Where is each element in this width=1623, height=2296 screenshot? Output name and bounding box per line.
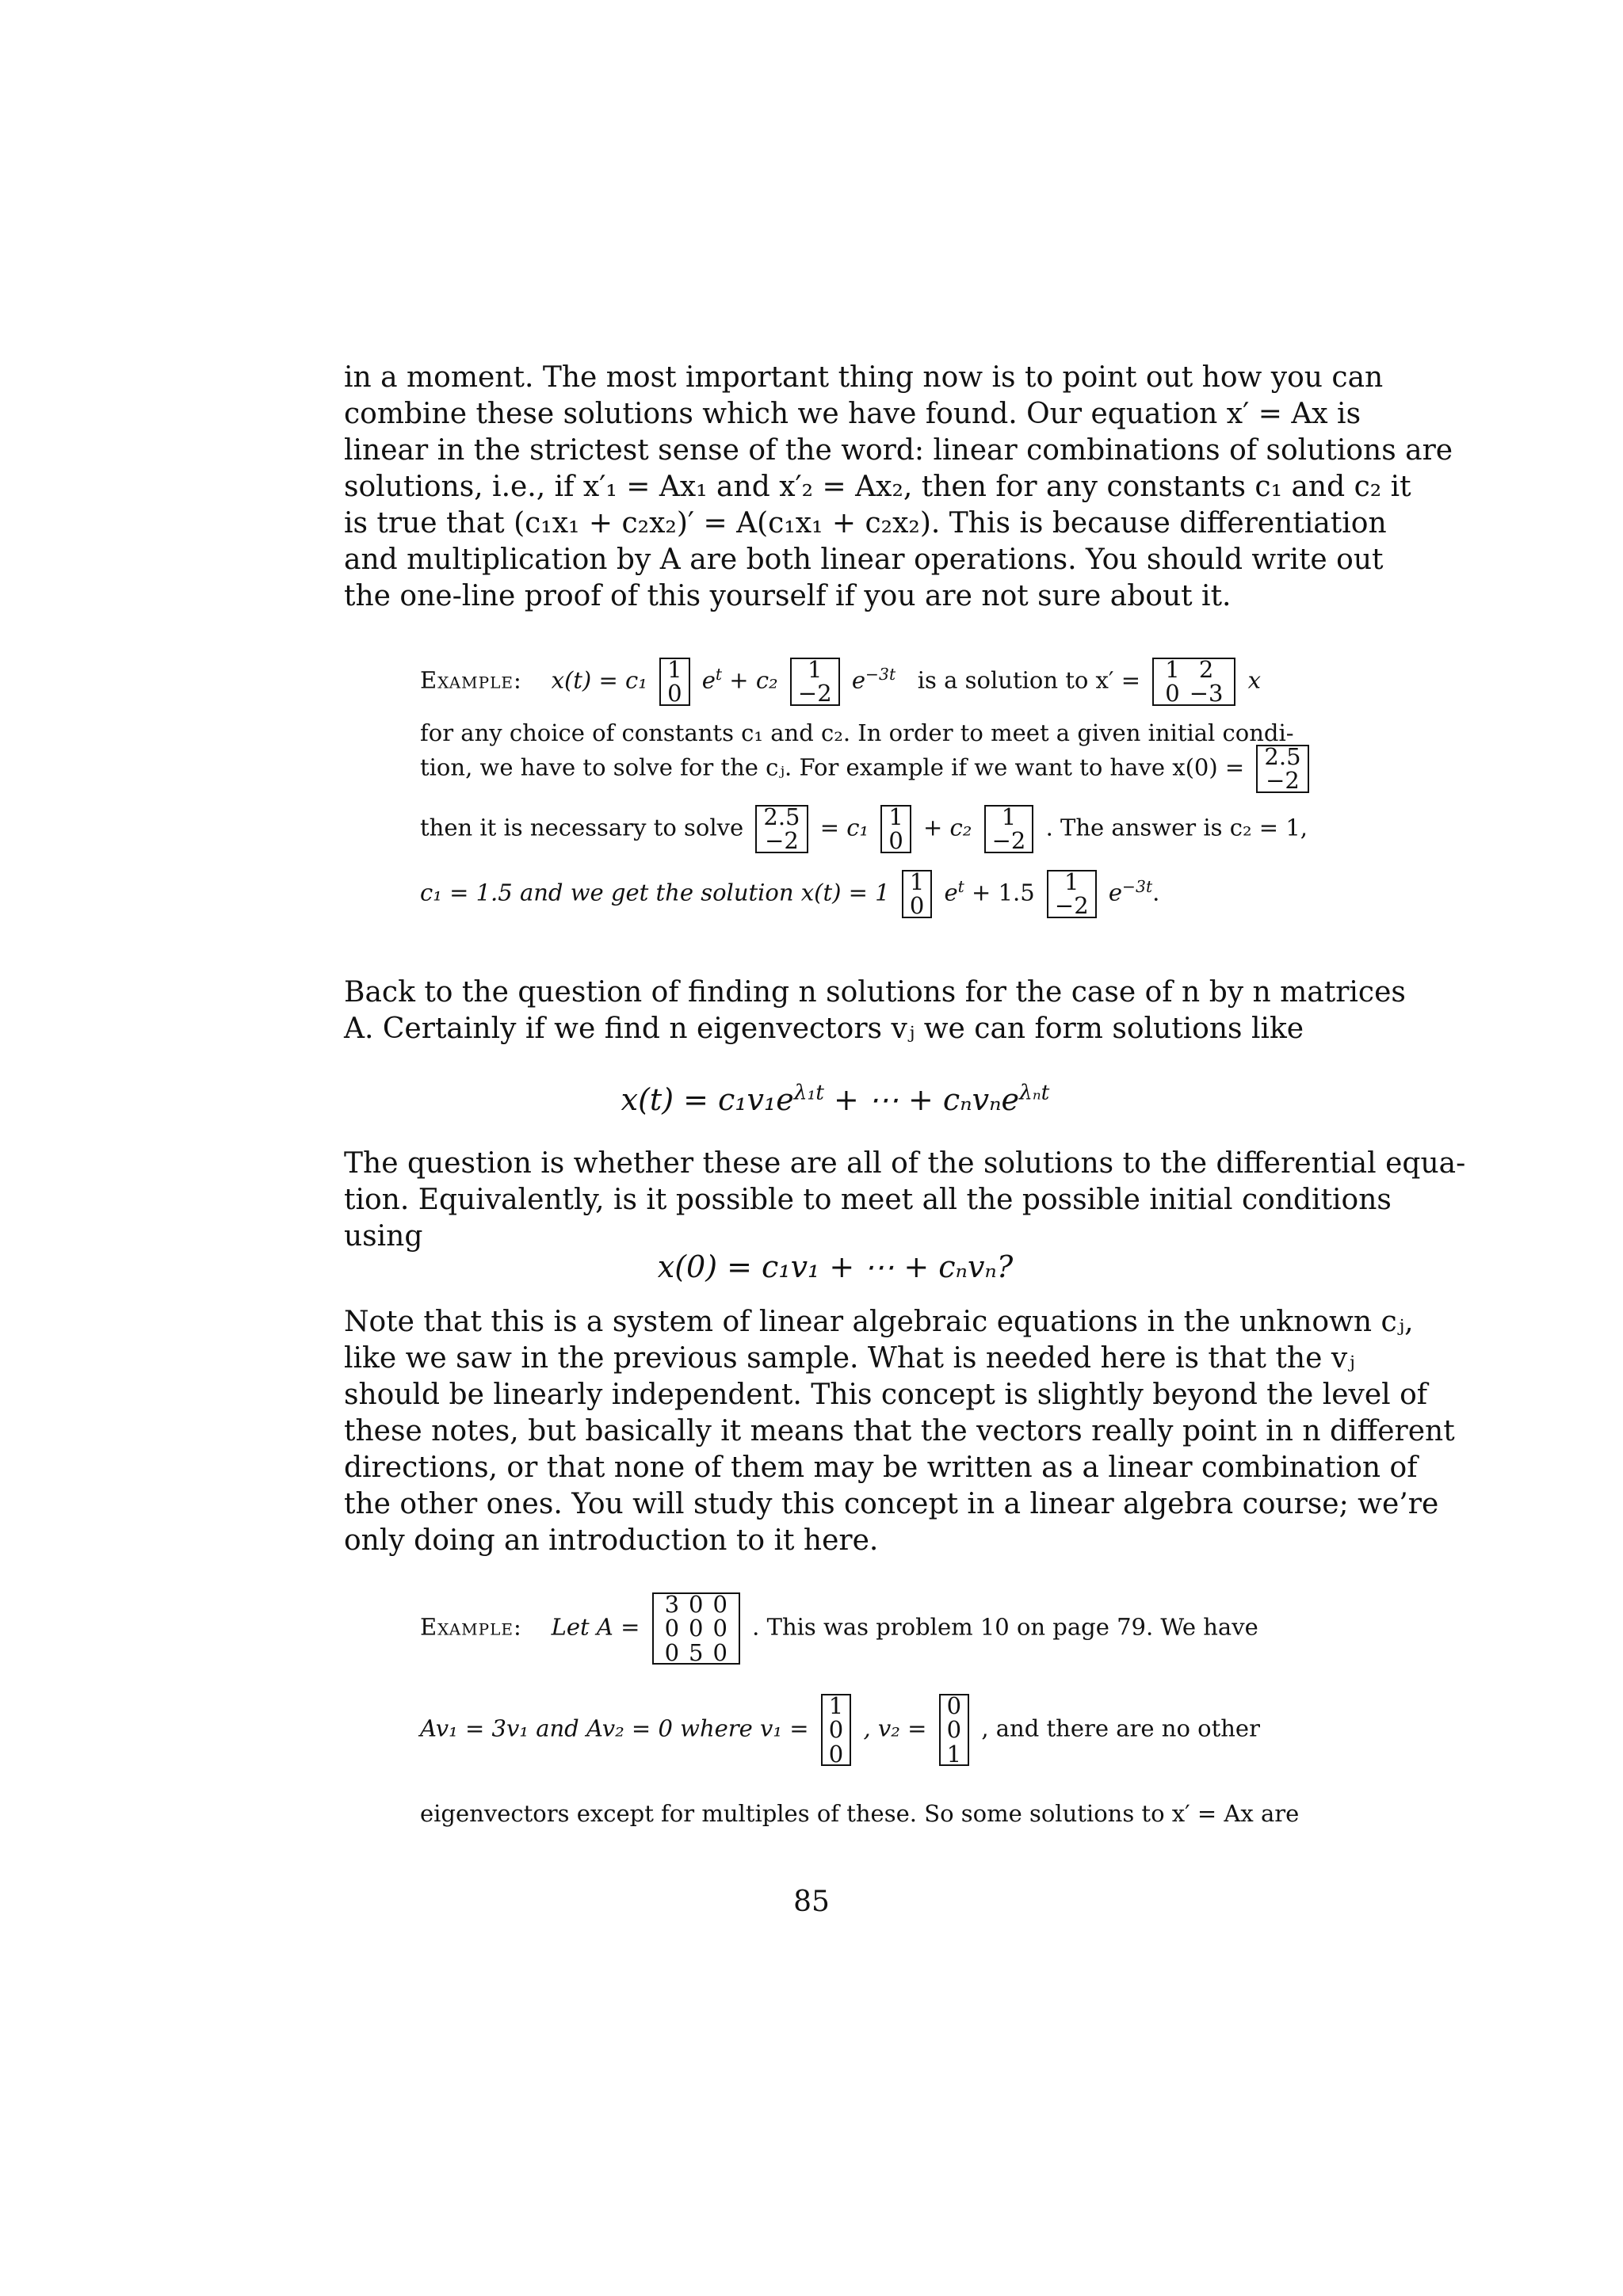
paragraph-4-line: the other ones. You will study this concept in a linear algebra course; we’re — [344, 1488, 1439, 1520]
exponent: −3t — [1122, 876, 1153, 896]
vector-entry: 1 — [888, 803, 903, 830]
example-1-line-2: for any choice of constants c₁ and c₂. In order to meet a given initial condi- — [420, 719, 1294, 746]
vector-entry: 1 — [808, 656, 823, 683]
vector-entry: −2 — [1054, 892, 1089, 920]
matrix-entry: 0 — [712, 1591, 727, 1618]
paragraph-1-line: solutions, i.e., if x′₁ = Ax₁ and x′₂ = Ax₂, then for any constants c₁ and c₂ it — [344, 471, 1411, 503]
paragraph-4-line: Note that this is a system of linear algebraic equations in the unknown cⱼ, — [344, 1306, 1414, 1338]
math-text: . This was problem 10 on page 79. We have — [752, 1613, 1258, 1641]
vector-entry: 2.5 — [1264, 743, 1301, 770]
matrix-a-3x3 — [652, 1592, 740, 1665]
math-text: . The answer is c₂ = 1, — [1045, 814, 1308, 841]
vector-1-m2 — [1047, 870, 1097, 918]
math-text: e — [944, 879, 958, 906]
math-text: + c₂ — [729, 666, 778, 694]
vector-1-0 — [902, 870, 932, 918]
paragraph-1-line: and multiplication by A are both linear operations. You should write out — [344, 543, 1384, 576]
matrix-entry: 0 — [664, 1638, 680, 1666]
vector-entry: 1 — [828, 1692, 844, 1719]
matrix-entry: 5 — [689, 1638, 704, 1666]
display-equation-2: x(0) = c₁v₁ + ⋯ + cₙvₙ? — [657, 1249, 1014, 1284]
exponent: λ₁t — [793, 1080, 824, 1104]
paragraph-3 — [344, 1146, 1466, 1255]
vector-entry: 0 — [946, 1692, 962, 1719]
math-text: , and there are no other — [981, 1714, 1260, 1742]
matrix-entry: 3 — [664, 1591, 680, 1618]
matrix-entry: 0 — [1165, 680, 1180, 707]
paragraph-2-line: Back to the question of finding n solutions for the case of n by n matrices — [344, 976, 1406, 1009]
matrix-entry: 1 — [1165, 656, 1180, 683]
paragraph-4 — [344, 1304, 1455, 1559]
math-text: Av₁ = 3v₁ and Av₂ = 0 where v₁ = — [420, 1714, 809, 1742]
paragraph-1 — [344, 360, 1453, 615]
vector-entry: 0 — [909, 892, 925, 920]
exponent: −3t — [865, 664, 896, 684]
vector-1-0 — [659, 658, 689, 706]
vector-1-m2 — [984, 805, 1034, 853]
paragraph-4-line: like we saw in the previous sample. What is needed here is that the vⱼ — [344, 1342, 1355, 1375]
vector-entry: 0 — [888, 827, 903, 855]
paragraph-1-line: is true that (c₁x₁ + c₂x₂)′ = A(c₁x₁ + c₂x₂). This is because differentiation — [344, 507, 1387, 540]
example-1-line-5 — [420, 870, 1159, 918]
vector-25-m2 — [1256, 745, 1308, 793]
matrix-entry: 0 — [689, 1591, 704, 1618]
vector-entry: 1 — [1064, 868, 1079, 895]
vector-entry: −2 — [1266, 767, 1300, 795]
matrix-entry: 0 — [712, 1638, 727, 1666]
paragraph-1-line: in a moment. The most important thing now is to point out how you can — [344, 361, 1384, 394]
paragraph-1-line: the one-line proof of this yourself if you are not sure about it. — [344, 580, 1232, 612]
vector-25-m2 — [755, 805, 808, 853]
vector-entry: 0 — [828, 1716, 844, 1744]
paragraph-3-line: tion. Equivalently, is it possible to meet all the possible initial conditions — [344, 1184, 1392, 1216]
matrix-a — [1152, 658, 1235, 706]
matrix-entry: 0 — [664, 1615, 680, 1642]
paragraph-2 — [344, 974, 1406, 1047]
example-1-line-1 — [420, 658, 1261, 706]
vector-1-m2 — [790, 658, 840, 706]
math-text: x — [1247, 666, 1262, 694]
example-1-line-4 — [420, 805, 1308, 853]
matrix-entry: 2 — [1198, 656, 1214, 683]
math-text: . — [1152, 879, 1160, 906]
math-text: e — [1108, 879, 1123, 906]
paragraph-3-line: using — [344, 1220, 423, 1253]
example-1-line-3 — [420, 745, 1314, 793]
paragraph-4-line: should be linearly independent. This concept is slightly beyond the level of — [344, 1379, 1428, 1411]
display-equation-1 — [344, 1074, 1327, 1118]
paragraph-3-line: The question is whether these are all of the solutions to the differential equa- — [344, 1147, 1466, 1180]
vector-entry: −2 — [991, 827, 1026, 855]
math-text: c₁ = 1.5 and we get the solution x(t) = 1 — [420, 879, 890, 906]
vector-entry: 1 — [1001, 803, 1017, 830]
vector-entry: 0 — [828, 1740, 844, 1768]
example-label: Example: — [420, 1613, 522, 1641]
exponent: t — [715, 664, 723, 684]
math-text: + c₂ — [923, 814, 972, 841]
math-text: x(t) = c₁ — [551, 666, 647, 694]
vector-v2 — [939, 1694, 969, 1766]
math-text: is a solution to x′ = — [917, 666, 1141, 694]
math-text: = c₁ — [819, 814, 869, 841]
math-text: , v₂ = — [863, 1714, 927, 1742]
matrix-entry: 0 — [712, 1615, 727, 1642]
exponent: t — [957, 876, 964, 896]
example-2-line-3: eigenvectors except for multiples of these. So some solutions to x′ = Ax are — [420, 1800, 1300, 1827]
vector-v1 — [821, 1694, 851, 1766]
matrix-entry: 0 — [689, 1615, 704, 1642]
paragraph-4-line: these notes, but basically it means that the vectors really point in n different — [344, 1415, 1455, 1447]
math-text: Let A = — [551, 1613, 640, 1641]
matrix-entry: −3 — [1189, 680, 1224, 707]
example-2-line-2 — [420, 1694, 1260, 1766]
example-2-line-1 — [420, 1592, 1258, 1665]
vector-entry: −2 — [765, 827, 799, 855]
vector-entry: 0 — [667, 680, 682, 707]
example-2 — [420, 1591, 1300, 1830]
paragraph-4-line: only doing an introduction to it here. — [344, 1524, 879, 1557]
paragraph-1-line: linear in the strictest sense of the word: linear combinations of solutions are — [344, 434, 1453, 467]
vector-entry: 1 — [946, 1740, 962, 1768]
vector-entry: 0 — [946, 1716, 962, 1744]
vector-1-0 — [880, 805, 911, 853]
math-text: + 1.5 — [972, 879, 1035, 906]
example-1 — [420, 656, 1308, 959]
paragraph-4-line: directions, or that none of them may be written as a linear combination of — [344, 1451, 1418, 1484]
vector-entry: 2.5 — [763, 803, 800, 830]
page-number: 85 — [793, 1886, 830, 1918]
display-equation-1-text: $x(t) = c_1v_1e^{\lambda_1t}$ + ⋯ + cₙvₙe$^{\lambda_nt}$ — [621, 1080, 1050, 1117]
vector-entry: −2 — [797, 680, 832, 707]
vector-entry: 1 — [909, 868, 925, 895]
math-text: then it is necessary to solve — [420, 814, 744, 841]
paragraph-2-line: A. Certainly if we find n eigenvectors vⱼ we can form solutions like — [344, 1013, 1304, 1045]
paragraph-1-line: combine these solutions which we have found. Our equation x′ = Ax is — [344, 398, 1361, 430]
math-text: e — [701, 666, 716, 694]
exponent: λₙt — [1018, 1080, 1050, 1104]
math-text: tion, we have to solve for the cⱼ. For example if we want to have x(0) = — [420, 753, 1245, 781]
math-text: e — [851, 666, 866, 694]
vector-entry: 1 — [667, 656, 682, 683]
example-label: Example: — [420, 666, 522, 694]
